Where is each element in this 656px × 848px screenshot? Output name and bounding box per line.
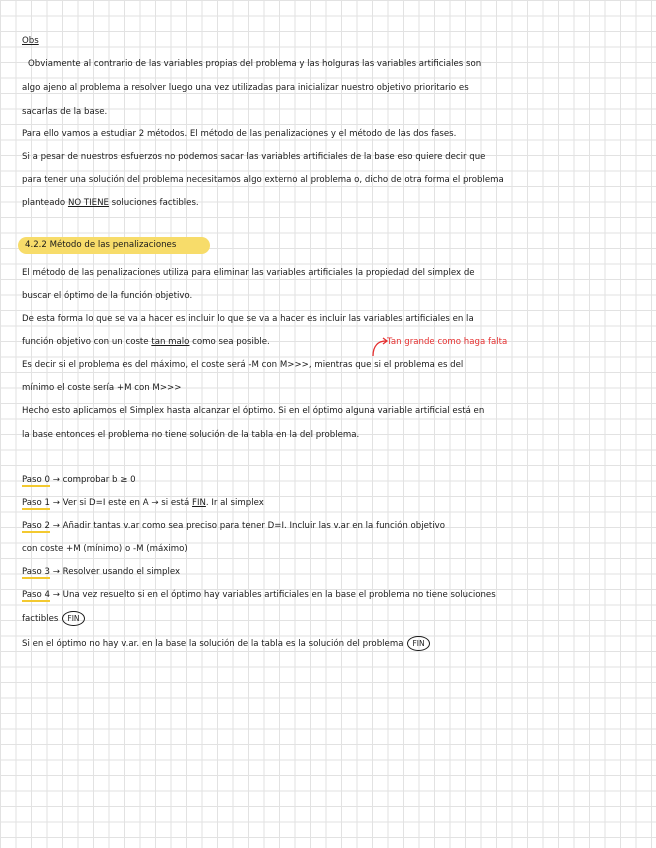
step-1-post: . Ir al simplex: [205, 498, 264, 508]
step-1-fin: FIN: [192, 498, 206, 508]
step-3-text: → Resolver usando el simplex: [50, 567, 181, 577]
sec-line7: Hecho esto aplicamos el Simplex hasta alcanzar el óptimo. Si en el óptimo alguna variable artificial está en: [22, 406, 485, 416]
step-1-pre: → Ver si D=I este en A → si está: [50, 498, 192, 508]
step-0: [22, 475, 136, 485]
step-4-continued: [22, 611, 85, 626]
final-text: Si en el óptimo no hay v.ar. en la base la solución de la tabla es la solución del problema: [22, 639, 404, 649]
step-0-text: → comprobar b ≥ 0: [50, 475, 136, 485]
annotation-red: Tan grande como haga falta: [387, 337, 508, 347]
sec-line4: [22, 337, 270, 347]
step-3-label: Paso 3: [22, 567, 50, 577]
step-4-cont-text: factibles: [22, 614, 59, 624]
step-2-text: → Añadir tantas v.ar como sea preciso para tener D=I. Incluir las v.ar en la función objetivo: [50, 521, 446, 531]
final-line: [22, 636, 430, 651]
step-4-text: → Una vez resuelto si en el óptimo hay variables artificiales en la base el problema no tiene soluciones: [50, 590, 496, 600]
fin-circled-1: FIN: [62, 611, 84, 626]
sec-line1: El método de las penalizaciones utiliza para eliminar las variables artificiales la propiedad del simplex de: [22, 268, 475, 278]
para1-line1: Obviamente al contrario de las variables propias del problema y las holguras las variables artificiales son: [28, 59, 482, 69]
sec-line6: mínimo el coste sería +M con M>>>: [22, 383, 182, 393]
fin-circled-2: FIN: [407, 636, 429, 651]
para1-line2: algo ajeno al problema a resolver luego una vez utilizadas para inicializar nuestro objetivo prioritario es: [22, 83, 469, 93]
sec-line2: buscar el óptimo de la función objetivo.: [22, 291, 193, 301]
step-1-label: Paso 1: [22, 498, 50, 508]
para3-l3-post: soluciones factibles.: [108, 198, 199, 208]
step-1: [22, 498, 264, 508]
para2: Para ello vamos a estudiar 2 métodos. El método de las penalizaciones y el método de las dos fases.: [22, 129, 457, 139]
step-2-label: Paso 2: [22, 521, 50, 531]
para1-line3: sacarlas de la base.: [22, 107, 108, 117]
no-tiene-underlined: NO TIENE: [67, 198, 109, 208]
obs-title: Obs: [22, 36, 39, 46]
step-4: [22, 590, 496, 600]
step-4-label: Paso 4: [22, 590, 50, 600]
sec-line8: la base entonces el problema no tiene solución de la tabla en la del problema.: [22, 430, 360, 440]
sec-line3: De esta forma lo que se va a hacer es incluir lo que se va a hacer es incluir las variables artificiales en la: [22, 314, 474, 324]
para3-line1: Si a pesar de nuestros esfuerzos no podemos sacar las variables artificiales de la base eso quiere decir que: [22, 152, 486, 162]
para3-l3-pre: planteado: [22, 198, 68, 208]
sec-l4-post: como sea posible.: [189, 337, 270, 347]
tan-malo-underlined: tan malo: [151, 337, 190, 347]
sec-l4-pre: función objetivo con un coste: [22, 337, 152, 347]
section-heading: 4.2.2 Método de las penalizaciones: [25, 240, 177, 250]
step-0-label: Paso 0: [22, 475, 50, 485]
para3-line2: para tener una solución del problema necesitamos algo externo al problema o, dicho de otra forma el problema: [22, 175, 504, 185]
step-2: [22, 521, 445, 531]
step-3: [22, 567, 180, 577]
step-2-continued: con coste +M (mínimo) o -M (máximo): [22, 544, 188, 554]
sec-line5: Es decir si el problema es del máximo, el coste será -M con M>>>, mientras que si el problema es del: [22, 360, 464, 370]
para3-line3: [22, 198, 199, 208]
